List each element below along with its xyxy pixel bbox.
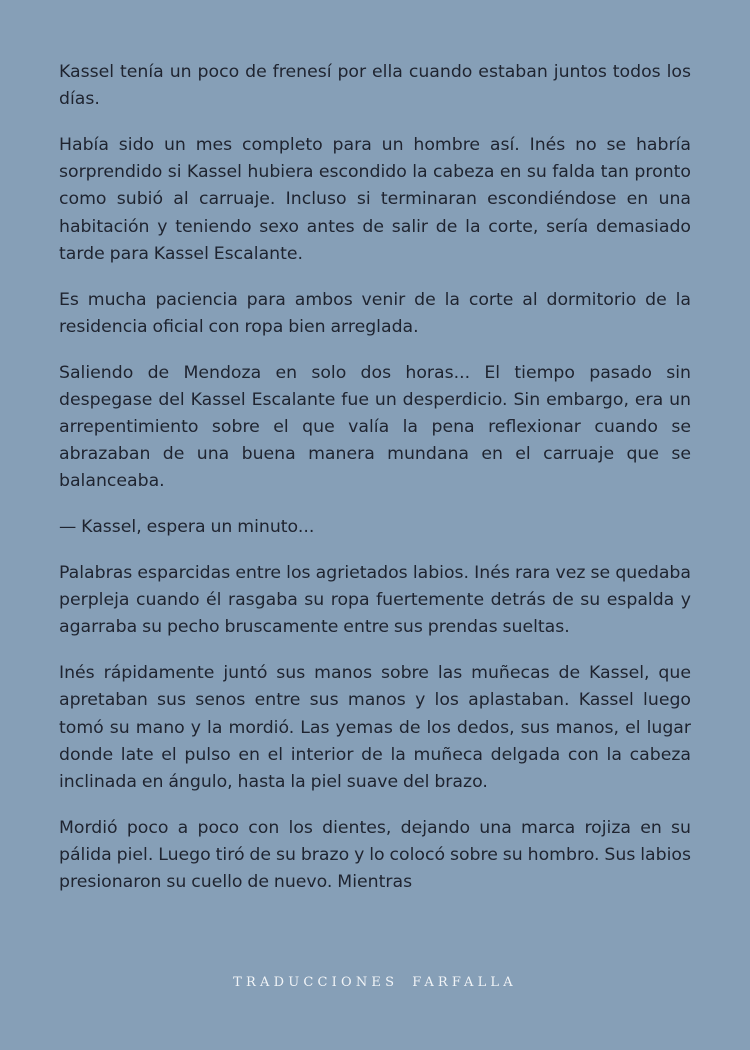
footer-word-farfalla: FARFALLA <box>412 975 517 990</box>
paragraph: Palabras esparcidas entre los agrietados labios. Inés rara vez se quedaba perpleja cuando él rasgaba su ropa fuertemente detrás de su espalda y agarraba su pecho bruscamente entre sus prendas sueltas. <box>59 563 691 638</box>
paragraph: Había sido un mes completo para un hombre así. Inés no se habría sorprendido si Kassel hubiera escondido la cabeza en su falda tan pronto como subió al carruaje. Incluso si terminaran escondiéndose en una habitación y teniendo sexo antes de salir de la corte, sería demasiado tarde para Kassel Escalante. <box>59 135 691 264</box>
story-text <box>59 59 691 966</box>
paragraph: Saliendo de Mendoza en solo dos horas... El tiempo pasado sin despegase del Kassel Escalante fue un desperdicio. Sin embargo, era un arrepentimiento sobre el que valía la pena reflexionar cuando se abrazaban de una buena manera mundana en el carruaje que se balanceaba. <box>59 362 691 492</box>
paragraph: Kassel tenía un poco de frenesí por ella cuando estaban juntos todos los días. <box>59 62 691 110</box>
dialogue-line: — Kassel, espera un minuto... <box>59 517 315 538</box>
footer-word-traducciones: TRADUCCIONES <box>233 975 399 990</box>
paragraph: Mordió poco a poco con los dientes, dejando una marca rojiza en su pálida piel. Luego tiró de su brazo y lo colocó sobre su hombro. Sus labios presionaron su cuello de nuevo. Mientras <box>59 817 691 893</box>
page-footer <box>0 975 750 990</box>
paragraph: Inés rápidamente juntó sus manos sobre las muñecas de Kassel, que apretaban sus senos entre sus manos y los aplastaban. Kassel luego tomó su mano y la mordió. Las yemas de los dedos, sus manos, el lugar donde late el pulso en el interior de la muñeca delgada con la cabeza inclinada en ángulo, hasta la piel suave del brazo. <box>59 663 691 793</box>
paragraph: Es mucha paciencia para ambos venir de la corte al dormitorio de la residencia oficial con ropa bien arreglada. <box>59 289 691 337</box>
